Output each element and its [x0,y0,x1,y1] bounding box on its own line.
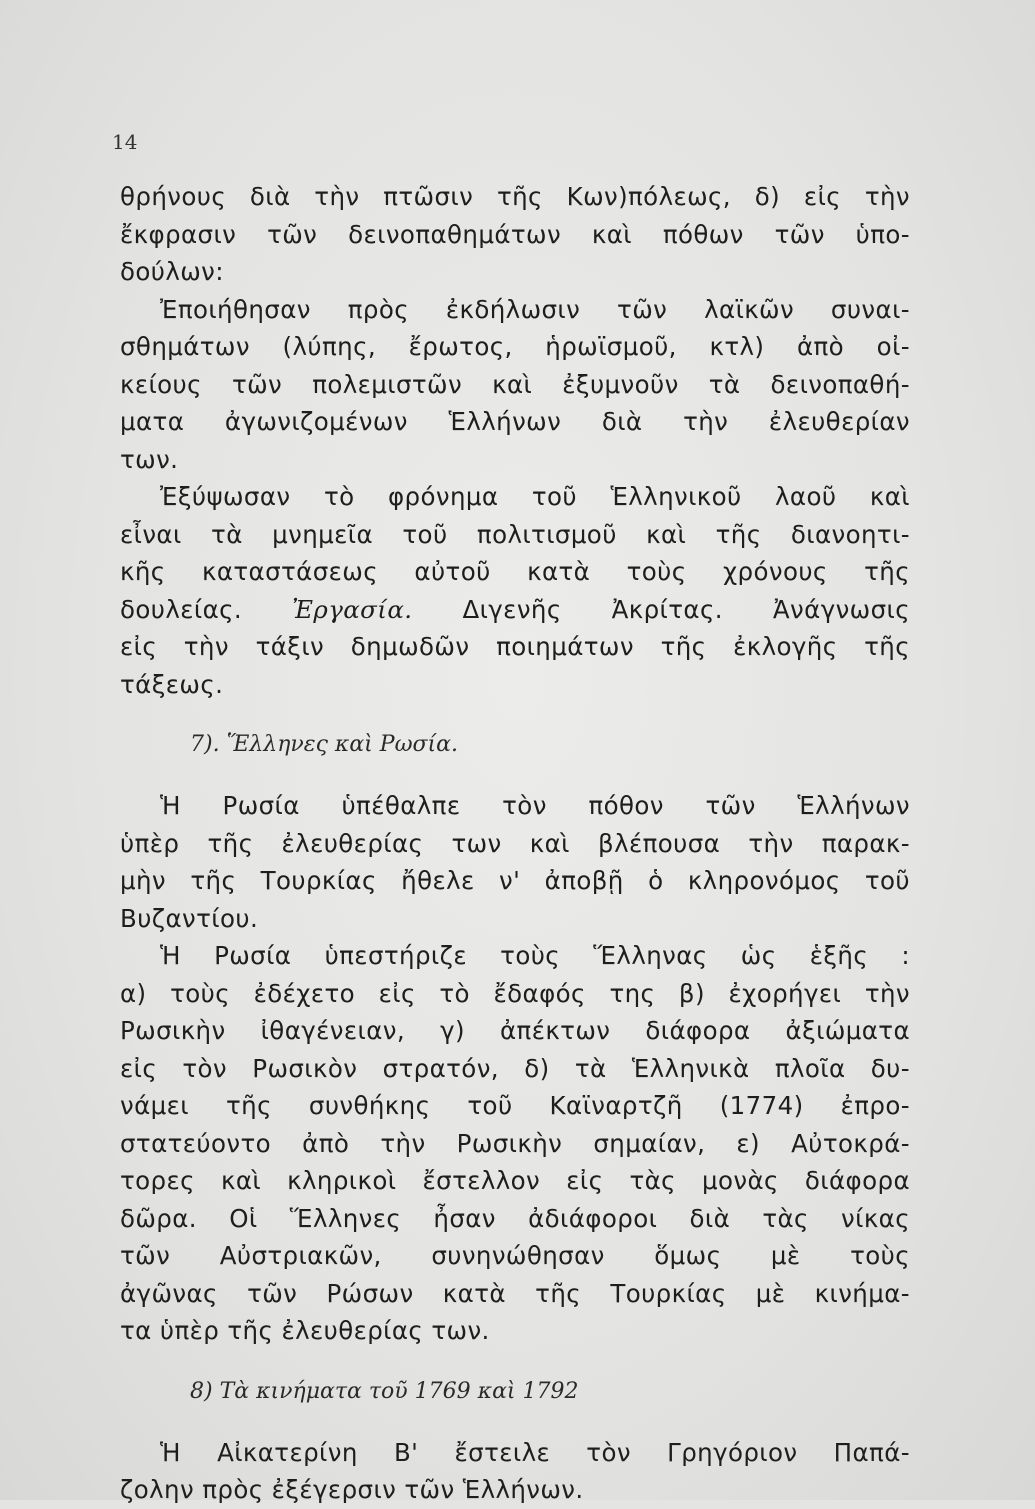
text-line: ἔκφρασιν τῶν δεινοπαθημάτων καὶ πόθων τῶν ὑπο- [120,219,910,249]
text-line: Ἐποιήθησαν πρὸς ἐκδήλωσιν τῶν λαϊκῶν συναι- [160,294,910,324]
text-line: ἀγῶνας τῶν Ρώσων κατὰ τῆς Τουρκίας μὲ κινήμα- [120,1278,910,1308]
page-number: 14 [112,130,138,154]
text-line: Ἡ Ρωσία ὑπέθαλπε τὸν πόθον τῶν Ἑλλήνων [160,791,910,820]
text-line: ματα ἀγωνιζομένων Ἑλλήνων διὰ τὴν ἐλευθερίαν [120,407,910,436]
section-heading: 8) Τὰ κινήματα τοῦ 1769 καὶ 1792 [190,1378,579,1404]
body-text [120,178,910,1509]
spacer [120,765,910,787]
text-line: των. [120,444,179,474]
paragraph [120,478,910,703]
text-line: τάξεως. [120,669,224,699]
section-heading: 7). Ἕλληνες καὶ Ρωσία. [190,732,459,757]
text-line: κείους τῶν πολεμιστῶν καὶ ἐξυμνοῦν τὰ δεινοπαθή- [120,369,910,399]
text-line: νάμει τῆς συνθήκης τοῦ Καϊναρτζῆ (1774) ἐπρο- [120,1091,910,1120]
text-line: εἰς τὸν Ρωσικὸν στρατόν, δ) τὰ Ἑλληνικὰ πλοῖα δυ- [120,1053,910,1083]
text-line: κῆς καταστάσεως αὐτοῦ κατὰ τοὺς χρόνους τῆς [120,557,910,586]
text-line: εἶναι τὰ μνημεῖα τοῦ πολιτισμοῦ καὶ τῆς διανοητι- [120,519,910,549]
text-line: εἰς τὴν τάξιν δημωδῶν ποιημάτων τῆς ἐκλογῆς τῆς [120,632,910,661]
text-line: τα ὑπὲρ τῆς ἐλευθερίας των. [120,1316,490,1345]
text-line: Ἡ Αἰκατερίνη Β' ἔστειλε τὸν Γρηγόριον Παπά- [160,1437,910,1467]
text-line: δῶρα. Οἱ Ἕλληνες ἦσαν ἀδιάφοροι διὰ τὰς νίκας [120,1203,910,1233]
text-line: τορες καὶ κληρικοὶ ἔστελλον εἰς τὰς μονὰς διάφορα [120,1166,910,1195]
text-line: δούλων: [120,257,224,286]
text-line-mixed [120,591,910,629]
paragraph [120,787,910,937]
text-line: τῶν Αὐστριακῶν, συνηνώθησαν ὅμως μὲ τοὺς [120,1241,910,1270]
paragraph [120,291,910,479]
italic-term: Ἐργασία. [292,594,413,624]
paragraph [120,1434,910,1509]
text-line: Ἐξύψωσαν τὸ φρόνημα τοῦ Ἑλληνικοῦ λαοῦ καὶ [160,482,910,511]
text-line: α) τοὺς ἐδέχετο εἰς τὸ ἔδαφός της β) ἐχορήγει τὴν [120,978,910,1008]
text-line: θρήνους διὰ τὴν πτῶσιν τῆς Κων)πόλεως, δ) εἰς τὴν [120,182,910,211]
spacer [120,703,910,725]
text-line: Ρωσικὴν ἰθαγένειαν, γ) ἀπέκτων διάφορα ἀξιώματα [120,1016,910,1045]
paragraph [120,937,910,1350]
text-segment: Διγενῆς Ἀκρίτας. Ἀνάγνωσις [412,594,910,624]
text-line: σθημάτων (λύπης, ἔρωτος, ἡρωϊσμοῦ, κτλ) ἀπὸ οἰ- [120,332,910,361]
text-line: Ἡ Ρωσία ὑπεστήριζε τοὺς Ἕλληνας ὡς ἑξῆς : [160,941,910,970]
text-line: Βυζαντίου. [120,903,259,933]
spacer [120,1412,910,1434]
paragraph [120,178,910,291]
text-line: ζολην πρὸς ἐξέγερσιν τῶν Ἑλλήνων. [120,1475,584,1504]
text-line: ὑπὲρ τῆς ἐλευθερίας των καὶ βλέπουσα τὴν παρακ- [120,828,910,858]
text-line: στατεύοντο ἀπὸ τὴν Ρωσικὴν σημαίαν, ε) Αὐτοκρά- [120,1128,910,1158]
spacer [120,1350,910,1372]
text-segment: δουλείας. [120,594,293,624]
text-line: μὴν τῆς Τουρκίας ἤθελε ν' ἀποβῇ ὁ κληρονόμος τοῦ [120,866,910,895]
